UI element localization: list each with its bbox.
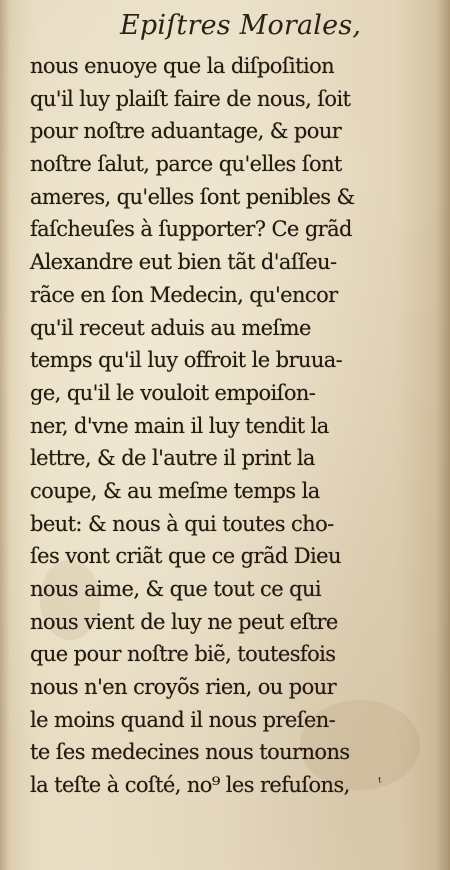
text-line: nous enuoye que la diſpoſition [30,54,335,78]
text-line: temps qu'il luy offroit le bruua- [30,348,343,373]
text-line: ſes vont criãt que ce grãd Dieu [30,544,341,569]
text-line: nous n'en croyõs rien, ou pour [30,675,337,700]
text-line: lettre, & de l'autre il print la [30,446,315,471]
body-text [30,50,430,802]
text-line: nous vient de luy ne peut eſtre [30,609,338,634]
page-shadow-left [0,0,10,870]
text-line: la teſte à coſté, no⁹ les refuſons, [30,773,350,798]
text-line: nous aime, & que tout ce qui [30,577,321,601]
text-line: faſcheuſes à ſupporter? Ce grãd [30,217,352,242]
running-title: Epiſtres Morales, [120,10,362,41]
catchword: ᵗ [378,775,382,791]
text-line: pour noſtre aduantage, & pour [30,119,342,144]
text-line: ner, d'vne main il luy tendit la [30,413,329,438]
text-line: Alexandre eut bien tãt d'aſſeu- [30,250,337,275]
page-shadow-right [436,0,450,870]
text-line: le moins quand il nous preſen- [30,707,336,732]
text-line: ameres, qu'elles ſont penibles & [30,184,355,209]
text-line: qu'il luy plaiſt faire de nous, ſoit [30,86,351,111]
text-line: te ſes medecines nous tournons [30,740,350,765]
text-line: que pour noſtre biẽ, toutesfois [30,642,336,667]
text-line: ge, qu'il le vouloit empoiſon- [30,380,316,405]
text-line: noſtre ſalut, parce qu'elles ſont [30,152,342,177]
text-line: beut: & nous à qui toutes cho- [30,511,334,536]
text-line: qu'il receut aduis au meſme [30,315,311,340]
text-line: coupe, & au meſme temps la [30,478,320,503]
text-line: rãce en ſon Medecin, qu'encor [30,282,338,307]
